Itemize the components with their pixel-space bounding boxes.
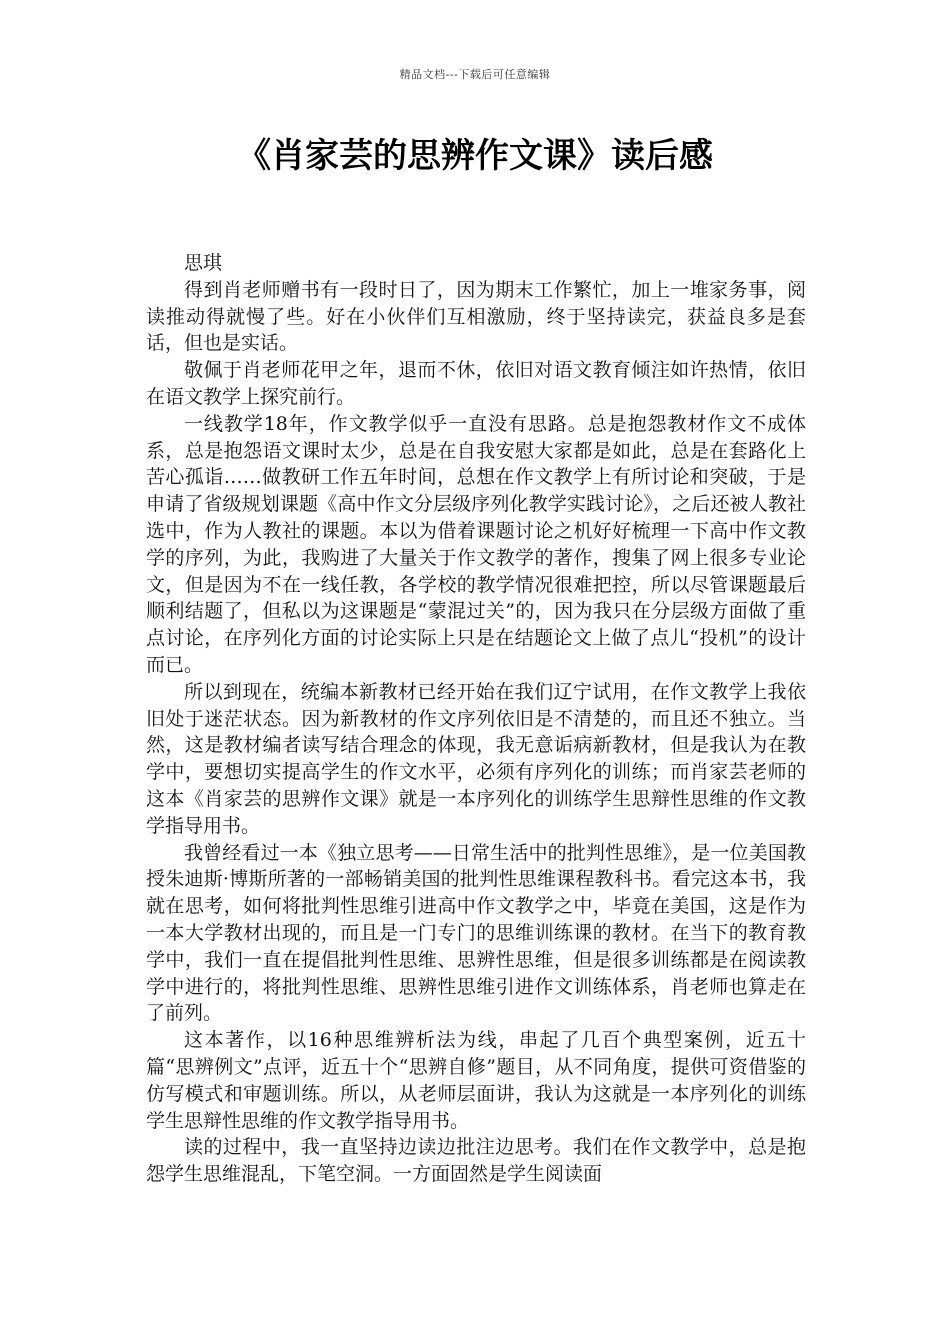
paragraph: 这本著作，以16种思维辨析法为线，串起了几百个典型案例，近五十篇“思辨例文”点评，近五十个“思辨自修”题目，从不同角度，提供可资借鉴的仿写模式和审题训练。所以，从老师层面讲，我认为这就是一本序列化的训练学生思辩性思维的作文教学指导用书。 <box>146 1029 806 1132</box>
document-title: 《肖家芸的思辨作文课》读后感 <box>237 136 713 176</box>
paragraph: 得到肖老师赠书有一段时日了，因为期末工作繁忙，加上一堆家务事，阅读推动得就慢了些。好在小伙伴们互相激励，终于坚持读完，获益良多是套话，但也是实话。 <box>146 278 806 355</box>
paragraph: 我曾经看过一本《独立思考——日常生活中的批判性思维》，是一位美国教授朱迪斯·博斯所著的一部畅销美国的批判性思维课程教科书。看完这本书，我就在思考，如何将批判性思维引进高中作文教学之中，毕竟在美国，这是作为一本大学教材出现的，而且是一门专门的思维训练课的教材。在当下的教育教学中，我们一直在提倡批判性思维、思辨性思维，但是很多训练都是在阅读教学中进行的，将批判性思维、思辨性思维引进作文训练体系，肖老师也算走在了前列。 <box>146 841 806 1025</box>
document-body <box>146 250 806 1188</box>
author-name: 思琪 <box>184 252 223 274</box>
paragraph: 敬佩于肖老师花甲之年，退而不休，依旧对语文教育倾注如许热情，依旧在语文教学上探究前行。 <box>146 359 806 408</box>
paragraph: 一线教学18年，作文教学似乎一直没有思路。总是抱怨教材作文不成体系，总是抱怨语文课时太少，总是在自我安慰大家都是如此，总是在套路化上苦心孤诣……做教研工作五年时间，总想在作文教学上有所讨论和突破，于是申请了省级规划课题《高中作文分层级序列化教学实践讨论》，之后还被人教社选中，作为人教社的课题。本以为借着课题讨论之机好好梳理一下高中作文教学的序列，为此，我购进了大量关于作文教学的著作，搜集了网上很多专业论文，但是因为不在一线任教，各学校的教学情况很难把控，所以尽管课题最后顺利结题了，但私以为这课题是“蒙混过关”的，因为我只在分层级方面做了重点讨论，在序列化方面的讨论实际上只是在结题论文上做了点儿“投机”的设计而已。 <box>146 412 806 676</box>
paragraph: 所以到现在，统编本新教材已经开始在我们辽宁试用，在作文教学上我依旧处于迷茫状态。因为新教材的作文序列依旧是不清楚的，而且还不独立。当然，这是教材编者读写结合理念的体现，我无意诟病新教材，但是我认为在教学中，要想切实提高学生的作文水平，必须有序列化的训练；而肖家芸老师的这本《肖家芸的思辨作文课》就是一本序列化的训练学生思辩性思维的作文教学指导用书。 <box>146 680 806 837</box>
header-note: 精品文档---下载后可任意编辑 <box>399 68 551 81</box>
paragraph: 读的过程中，我一直坚持边读边批注边思考。我们在作文教学中，总是抱怨学生思维混乱，下笔空洞。一方面固然是学生阅读面 <box>146 1136 806 1186</box>
